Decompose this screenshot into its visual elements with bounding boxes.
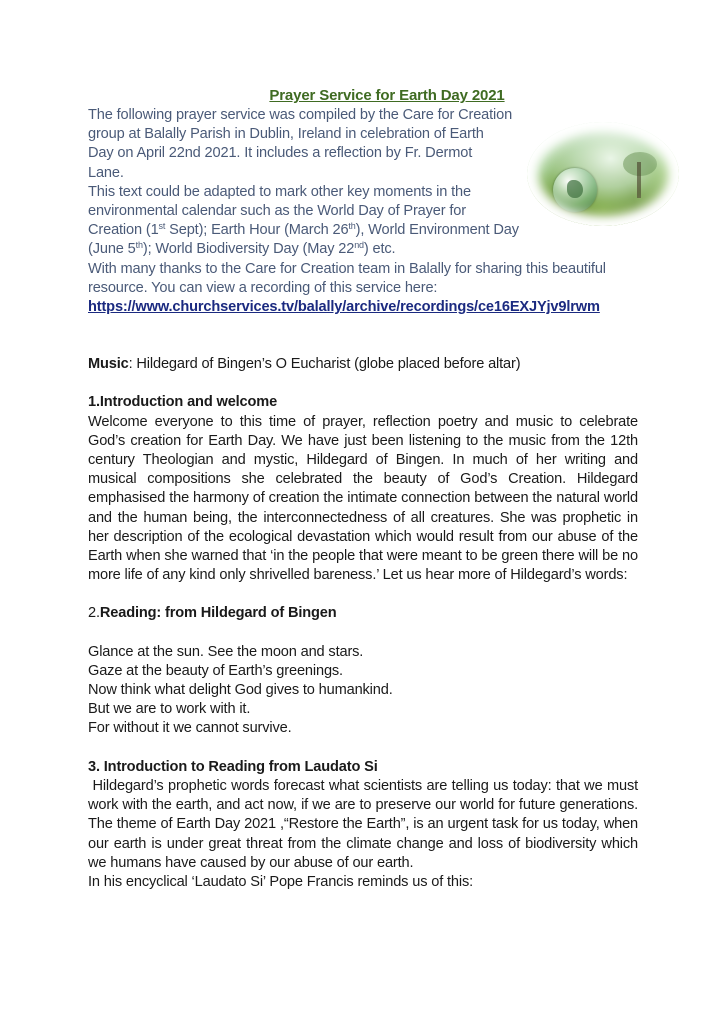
intro-line: Lane. bbox=[88, 164, 124, 181]
verse-line: But we are to work with it. bbox=[88, 701, 251, 718]
music-line bbox=[88, 355, 638, 374]
spacer bbox=[88, 624, 638, 643]
recording-link[interactable]: https://www.churchservices.tv/balally/archive/recordings/ce16EXJYjv9lrwm bbox=[88, 299, 600, 316]
intro-paragraph-3 bbox=[88, 260, 638, 318]
verse-line: Now think what delight God gives to humankind. bbox=[88, 682, 393, 699]
intro-paragraph-1 bbox=[88, 106, 528, 183]
superscript: nd bbox=[354, 240, 364, 251]
music-label: Music bbox=[88, 356, 129, 373]
page-title: Prayer Service for Earth Day 2021 bbox=[269, 87, 505, 104]
intro-line: Day on April 22nd 2021. It includes a reflection by Fr. Dermot bbox=[88, 145, 473, 162]
section-2-heading bbox=[88, 604, 638, 623]
text-run: ) etc. bbox=[363, 241, 396, 258]
intro-line: resource. You can view a recording of this service here: bbox=[88, 279, 438, 296]
intro-block bbox=[88, 106, 638, 317]
section-3-heading: 3. Introduction to Reading from Laudato Si bbox=[88, 758, 378, 775]
superscript: st bbox=[158, 221, 166, 232]
spacer bbox=[88, 585, 638, 604]
spacer bbox=[88, 739, 638, 758]
section-3-closing: In his encyclical ‘Laudato Si’ Pope Francis reminds us of this: bbox=[88, 873, 474, 890]
music-text: : Hildegard of Bingen’s O Eucharist (globe placed before altar) bbox=[128, 356, 521, 373]
intro-line: With many thanks to the Care for Creation team in Balally for sharing this beautiful bbox=[88, 260, 606, 277]
section-2-number: 2. bbox=[88, 605, 100, 622]
section-1-heading: 1.Introduction and welcome bbox=[88, 394, 278, 411]
section-2-heading-text: Reading: from Hildegard of Bingen bbox=[99, 605, 337, 622]
verse-line: For without it we cannot survive. bbox=[88, 720, 292, 737]
intro-paragraph-2 bbox=[88, 183, 528, 260]
intro-line: environmental calendar such as the World Day of Prayer for bbox=[88, 203, 466, 220]
intro-line bbox=[88, 221, 528, 240]
verse-line: Gaze at the beauty of Earth’s greenings. bbox=[88, 662, 343, 679]
text-run: Sept); Earth Hour (March 26 bbox=[165, 222, 349, 239]
text-run: ); World Biodiversity Day (May 22 bbox=[142, 241, 355, 258]
section-3-body: Hildegard’s prophetic words forecast what scientists are telling us today: that we must work with the earth, and act now, if we are to preserve our world for future generations. The theme of Earth Day 2021 ,“Restore the Earth”, is an urgent task for us today, when our earth is under great threat from the climate change and loss of biodiversity which we humans have caused by our abuse of our earth. bbox=[88, 777, 642, 871]
spacer bbox=[88, 317, 638, 355]
text-run: Creation (1 bbox=[88, 222, 159, 239]
intro-line: This text could be adapted to mark other key moments in the bbox=[88, 183, 471, 200]
intro-line: group at Balally Parish in Dublin, Ireland in celebration of Earth bbox=[88, 126, 484, 143]
superscript: th bbox=[348, 221, 356, 232]
hildegard-verse bbox=[88, 643, 638, 739]
text-run: (June 5 bbox=[88, 241, 136, 258]
intro-line: The following prayer service was compiled by the Care for Creation bbox=[88, 107, 513, 123]
superscript: th bbox=[135, 240, 143, 251]
spacer bbox=[88, 374, 638, 393]
intro-line bbox=[88, 240, 528, 259]
document-page bbox=[88, 86, 642, 892]
section-1-body: Welcome everyone to this time of prayer, reflection poetry and music to celebrate God’s creation for Earth Day. We have just been listening to the music from the 12th century Theologian and mystic, Hildegard of Bingen. In much of her writing and musical compositions she celebrated the beauty of God’s Creation. Hildegard emphasised the harmony of creation the intimate connection between the natural world and the human being, the interconnectedness of all creatures. She was prophetic in her description of the ecological devastation which would result from our abuse of the Earth when she warned that ‘in the people that were meant to be green there will be no more life of any kind only shrivelled bareness.’ Let us hear more of Hildegard’s words: bbox=[88, 413, 638, 584]
verse-line: Glance at the sun. See the moon and stars. bbox=[88, 643, 364, 660]
text-run: ), World Environment Day bbox=[355, 222, 519, 239]
